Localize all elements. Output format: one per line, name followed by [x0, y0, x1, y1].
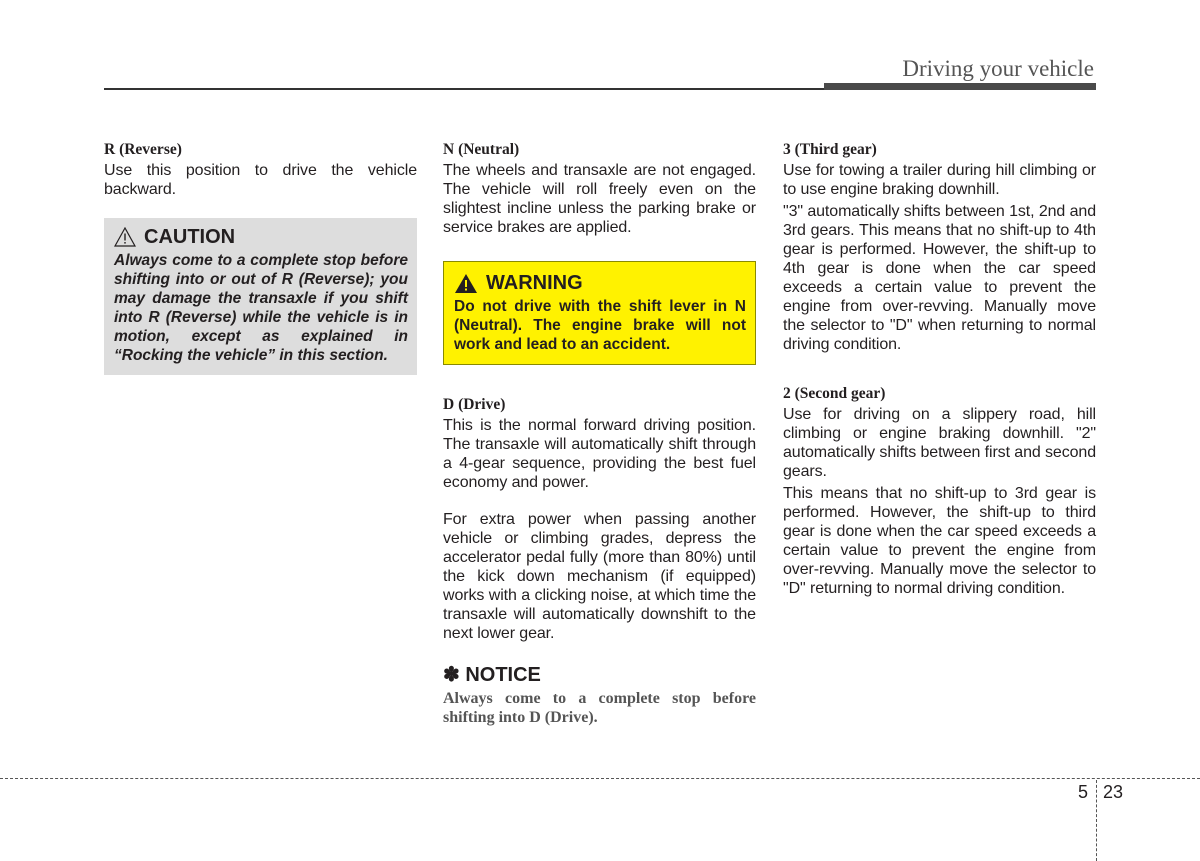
third-gear-text-2: "3" automatically shifts between 1st, 2nd and 3rd gears. This means that no shift-up to 4th gear is performed. However, the shift-up to 4th gear is done when the car speed exceeds a certain value to prevent the engine from over-revving. Manually move the selector to "D" when returning to normal driving condition.: [783, 203, 1096, 353]
footer-dashed-divider: [1096, 780, 1097, 861]
drive-text-1: This is the normal forward driving position. The transaxle will automatically shift through a 4-gear sequence, providing the best fuel economy and power.: [443, 417, 756, 491]
neutral-heading: N (Neutral): [443, 141, 520, 158]
second-gear-text-1: Use for driving on a slippery road, hill climbing or engine braking downhill. "2" automatically shifts between first and second gears.: [783, 406, 1097, 480]
caution-triangle-icon: [114, 227, 136, 247]
header-rule: [104, 88, 824, 90]
caution-box: [104, 218, 417, 375]
drive-text-2: For extra power when passing another vehicle or climbing grades, depress the accelerator pedal fully (more than 80%) until the kick down mechanism (if equipped) works with a clicking noise, at which time the transaxle will automatically downshift to the next lower gear.: [443, 511, 756, 642]
notice-title: ✽ NOTICE: [443, 664, 541, 686]
page-number: 23: [1103, 782, 1124, 802]
drive-heading: D (Drive): [443, 396, 506, 413]
caution-text: Always come to a complete stop before shifting into or out of R (Reverse); you may damage the transaxle if you shift into R (Reverse) while the vehicle is in motion, except as explained in “Rocking the vehicle” in this section.: [114, 252, 408, 364]
warning-title-row: [454, 271, 746, 295]
third-gear-heading: 3 (Third gear): [783, 141, 877, 158]
warning-triangle-icon: [454, 273, 478, 294]
reverse-text: Use this position to drive the vehicle backward.: [104, 162, 417, 198]
notice-text: Always come to a complete stop before shifting into D (Drive).: [443, 690, 756, 726]
second-gear-text-2: This means that no shift-up to 3rd gear is performed. However, the shift-up to third gear is done when the car speed exceeds a certain value to prevent the engine from over-revving. Manually move the selector to "D" returning to normal driving condition.: [783, 485, 1096, 597]
column-middle: [443, 140, 756, 727]
warning-text: Do not drive with the shift lever in N (Neutral). The engine brake will not work and lead to an accident.: [454, 298, 746, 353]
warning-box: [443, 261, 756, 365]
neutral-text: The wheels and transaxle are not engaged. The vehicle will roll freely even on the slightest incline unless the parking brake or service brakes are applied.: [443, 162, 756, 236]
caution-title: CAUTION: [144, 226, 236, 248]
header-rule-accent: [824, 83, 1096, 90]
column-right: [783, 140, 1096, 598]
third-gear-text-1: Use for towing a trailer during hill climbing or to use engine braking downhill.: [783, 162, 1096, 198]
warning-title: WARNING: [486, 272, 583, 294]
caution-title-row: [114, 225, 408, 249]
column-left: [104, 140, 417, 375]
page-header-title: Driving your vehicle: [902, 56, 1094, 81]
second-gear-heading: 2 (Second gear): [783, 385, 886, 402]
reverse-heading: R (Reverse): [104, 141, 182, 158]
chapter-number: 5: [1078, 782, 1089, 802]
footer-dashed-rule: [0, 778, 1200, 779]
